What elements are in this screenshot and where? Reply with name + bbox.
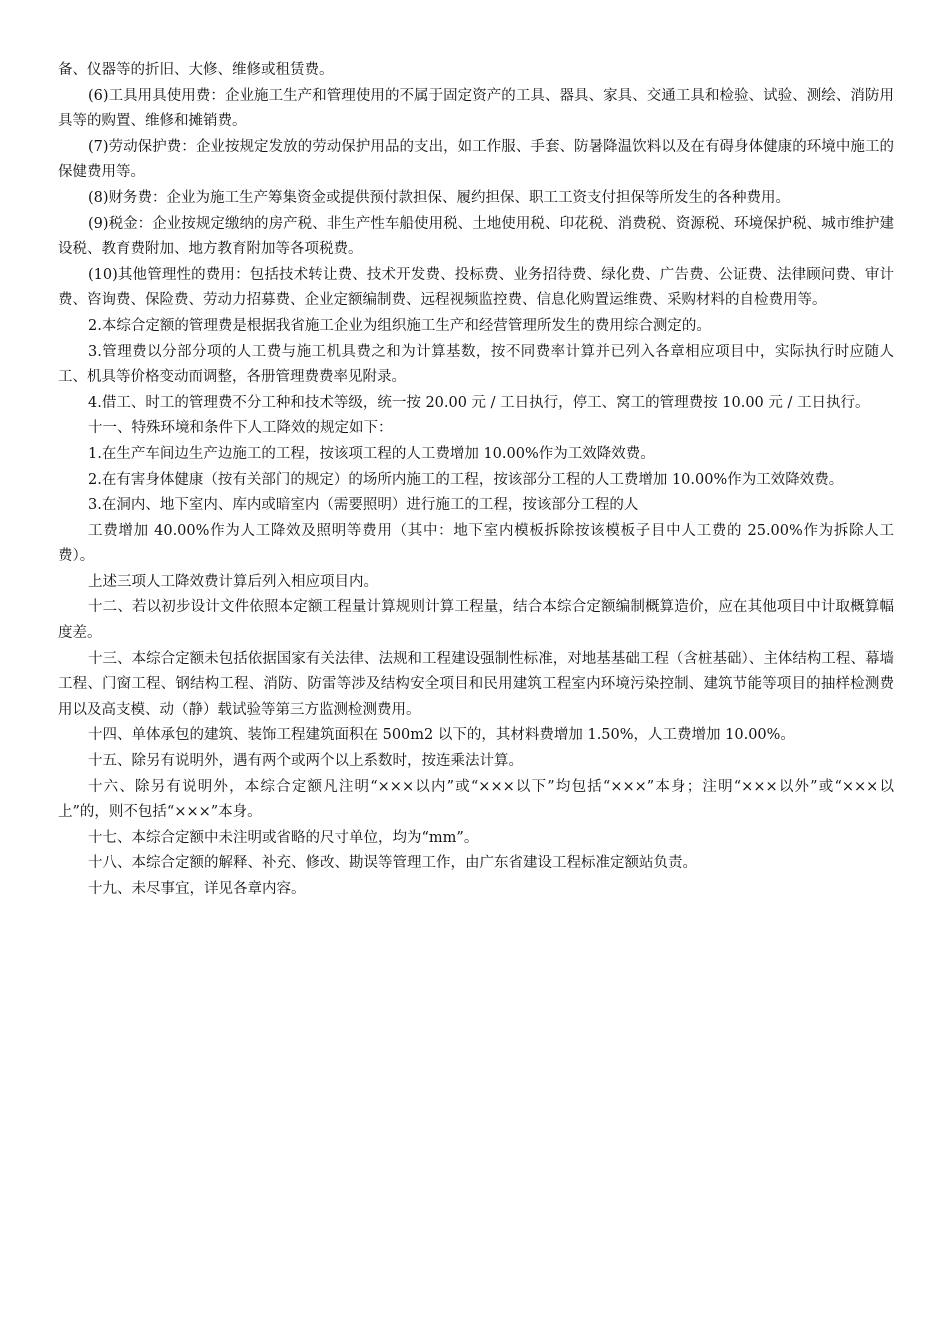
section-19-other-matters: 十九、未尽事宜，详见各章内容。 xyxy=(88,881,306,897)
paragraph-equipment-depreciation: 备、仪器等的折旧、大修、维修或租赁费。 xyxy=(58,62,334,78)
section-13-testing-exclusions: 十三、本综合定额未包括依据国家有关法律、法规和工程建设强制性标准，对地基基础工程（含桩基础）、主体结构工程、幕墙工程、门窗工程、钢结构工程、消防、防雷等涉及结构安全项目和民用建筑工程室内环境污染控制、建筑节能等项目的抽样检测费用以及高支模、动（静）载试验等第三方监测检测费用。 xyxy=(58,650,894,718)
paragraph-borrowed-labor-fee: 4.借工、时工的管理费不分工种和技术等级，统一按 20.00 元 / 工日执行，停工、窝工的管理费按 10.00 元 / 工日执行。 xyxy=(88,394,870,411)
paragraph-finance-fee: (8)财务费：企业为施工生产筹集资金或提供预付款担保、履约担保、职工工资支付担保等所发生的各种费用。 xyxy=(88,189,791,206)
paragraph-efficiency-summary: 上述三项人工降效费计算后列入相应项目内。 xyxy=(88,573,378,590)
paragraph-management-fee-calculation: 3.管理费以分部分项的人工费与施工机具费之和为计算基数，按不同费率计算并已列入各章相应项目中，实际执行时应随人工、机具等价格变动而调整，各册管理费费率见附录。 xyxy=(58,343,894,386)
section-heading-11: 十一、特殊环境和条件下人工降效的规定如下： xyxy=(88,420,393,437)
section-16-range-definitions: 十六、除另有说明外，本综合定额凡注明“×××以内”或“×××以下”均包括“×××”本身；注明“×××以外”或“×××以上”的，则不包括“×××”本身。 xyxy=(58,778,894,821)
paragraph-lighting-costs: 工费增加 40.00%作为人工降效及照明等费用（其中：地下室内模板拆除按该模板子目中人工费的 25.00%作为拆除人工费）。 xyxy=(58,522,894,565)
paragraph-workshop-efficiency: 1.在生产车间边生产边施工的工程，按该项工程的人工费增加 10.00%作为工效降效费。 xyxy=(88,445,655,462)
paragraph-taxes: (9)税金：企业按规定缴纳的房产税、非生产性车船使用税、土地使用税、印花税、消费税、资源税、环境保护税、城市维护建设税、教育费附加、地方教育附加等各项税费。 xyxy=(58,215,894,258)
section-15-coefficients: 十五、除另有说明外，遇有两个或两个以上系数时，按连乘法计算。 xyxy=(88,753,523,770)
paragraph-tool-usage-fee: (6)工具用具使用费：企业施工生产和管理使用的不属于固定资产的工具、器具、家具、交通工具和检验、试验、测绘、消防用具等的购置、维修和摊销费。 xyxy=(58,87,894,130)
paragraph-underground-site-efficiency: 3.在洞内、地下室内、库内或暗室内（需要照明）进行施工的工程，按该部分工程的人 xyxy=(88,497,639,514)
paragraph-other-management-fees: (10)其他管理性的费用：包括技术转让费、技术开发费、投标费、业务招待费、绿化费、广告费、公证费、法律顾问费、审计费、咨询费、保险费、劳动力招募费、企业定额编制费、远程视频监控费、信息化购置运维费、采购材料的自检费用等。 xyxy=(58,266,894,309)
section-17-units: 十七、本综合定额中未注明或省略的尺寸单位，均为“mm”。 xyxy=(88,829,479,846)
document-body xyxy=(58,58,894,903)
paragraph-hazardous-site-efficiency: 2.在有害身体健康（按有关部门的规定）的场所内施工的工程，按该部分工程的人工费增加 10.00%作为工效降效费。 xyxy=(88,471,844,488)
section-14-small-building-surcharge: 十四、单体承包的建筑、装饰工程建筑面积在 500m2 以下的，其材料费增加 1.50%，人工费增加 10.00%。 xyxy=(88,727,795,744)
paragraph-labor-protection-fee: (7)劳动保护费：企业按规定发放的劳动保护用品的支出，如工作服、手套、防暑降温饮料以及在有碍身体健康的环境中施工的保健费用等。 xyxy=(58,138,894,181)
paragraph-management-fee-basis: 2.本综合定额的管理费是根据我省施工企业为组织施工生产和经营管理所发生的费用综合测定的。 xyxy=(88,317,711,334)
section-18-interpretation: 十八、本综合定额的解释、补充、修改、勘误等管理工作，由广东省建设工程标准定额站负责。 xyxy=(88,855,697,872)
section-12-estimate-margin: 十二、若以初步设计文件依照本定额工程量计算规则计算工程量，结合本综合定额编制概算造价，应在其他项目中计取概算幅度差。 xyxy=(58,599,894,642)
